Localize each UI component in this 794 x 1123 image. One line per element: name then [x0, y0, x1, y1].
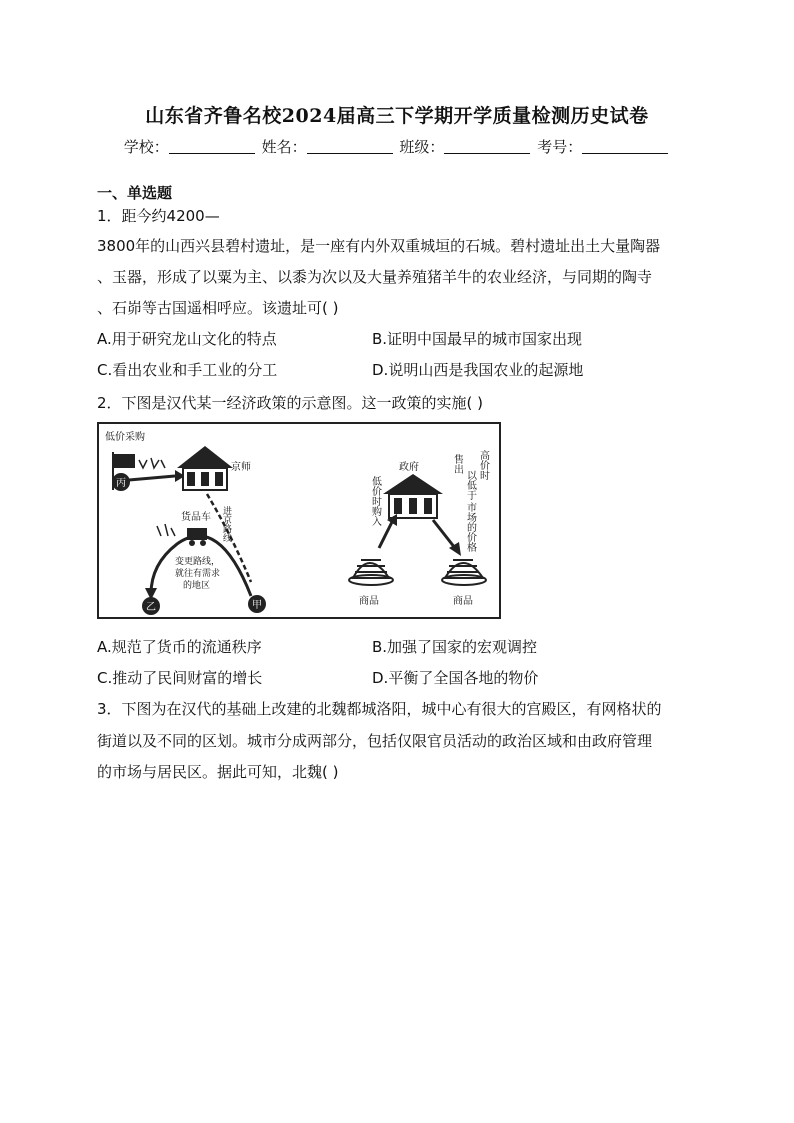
policy-diagram	[97, 422, 501, 619]
school-blank	[169, 139, 255, 154]
exam-no-blank	[582, 139, 668, 154]
government-building-icon	[383, 474, 443, 518]
student-info-line	[0, 136, 794, 157]
goods-cart-label: 货品车	[181, 512, 211, 523]
people-icon	[139, 458, 165, 468]
sell-high-col-1: 高价时	[477, 450, 489, 480]
change-route-line-3: 的地区	[183, 581, 211, 591]
goods-right-label: 商品	[453, 596, 473, 607]
exam-no-label: 考号：	[537, 138, 583, 156]
government-label: 政府	[399, 462, 419, 473]
q1-line-1: 1．距今约4200—	[97, 207, 220, 225]
page-title: 山东省齐鲁名校2024届高三下学期开学质量检测历史试卷	[145, 105, 649, 127]
goods-pile-right-icon	[442, 560, 486, 585]
sell-high-col-3: 市场的价格	[464, 502, 476, 552]
name-blank	[307, 139, 393, 154]
buy-low-label: 低价时购入	[369, 476, 381, 526]
q3-line-2: 街道以及不同的区划。城市分成两部分，包括仅限官员活动的政治区域和由政府管理	[97, 732, 653, 750]
q1-option-a: A.用于研究龙山文化的特点	[97, 330, 277, 348]
q2-line-1: 2．下图是汉代某一经济政策的示意图。这一政策的实施( )	[97, 394, 484, 412]
route-to-capital-text: 进京路线	[221, 506, 231, 542]
change-route-line-1: 变更路线，	[175, 557, 221, 567]
q2-option-d: D.平衡了全国各地的物价	[372, 669, 539, 687]
sell-high-col-4: 售出	[451, 454, 463, 474]
q1-option-c: C.看出农业和手工业的分工	[97, 361, 278, 379]
q1-line-2: 3800年的山西兴县碧村遗址，是一座有内外双重城垣的石城。碧村遗址出土大量陶器	[97, 237, 661, 255]
low-buy-label: 低价采购	[105, 432, 145, 443]
jia-label: 甲	[252, 600, 262, 611]
q1-line-3: 、玉器，形成了以粟为主、以黍为次以及大量养殖猪羊牛的农业经济，与同期的陶寺	[97, 268, 653, 286]
q1-option-d: D.说明山西是我国农业的起源地	[372, 361, 584, 379]
section-title: 一、单选题	[97, 184, 173, 202]
q2-option-b: B.加强了国家的宏观调控	[372, 638, 538, 656]
goods-left-label: 商品	[359, 596, 379, 607]
q2-option-c: C.推动了民间财富的增长	[97, 669, 263, 687]
school-label: 学校：	[123, 138, 169, 156]
capital-label: 京师	[231, 462, 251, 473]
arrow-sell-out	[433, 520, 455, 548]
policy-diagram-svg	[99, 424, 499, 617]
change-route-line-2: 就往有需求	[175, 569, 221, 579]
class-label: 班级：	[399, 138, 445, 156]
q1-line-4: 、石峁等古国遥相呼应。该遗址可( )	[97, 299, 339, 317]
q3-line-1: 3．下图为在汉代的基础上改建的北魏都城洛阳，城中心有很大的宫殿区，有网格状的	[97, 700, 662, 718]
q1-option-b: B.证明中国最早的城市国家出现	[372, 330, 583, 348]
route-to-capital-label	[221, 505, 232, 543]
arrow-to-capital	[129, 476, 175, 480]
name-label: 姓名：	[261, 138, 307, 156]
q3-line-3: 的市场与居民区。据此可知，北魏( )	[97, 763, 339, 781]
class-blank	[444, 139, 530, 154]
goods-pile-left-icon	[349, 560, 393, 585]
q2-option-a: A.规范了货币的流通秩序	[97, 638, 262, 656]
arrow-buy-in	[379, 520, 393, 548]
yi-label: 乙	[146, 602, 156, 613]
capital-building-icon	[177, 446, 233, 490]
sell-high-col-2: 以低于	[464, 470, 476, 500]
bing-label: 丙	[116, 478, 126, 489]
